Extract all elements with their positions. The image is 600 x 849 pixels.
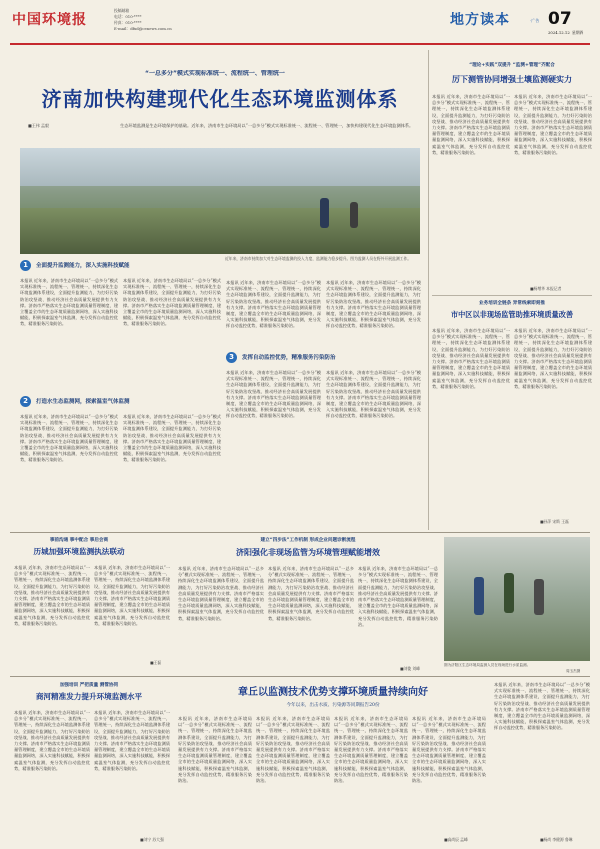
middle-left-headline: 历城加强环境监测执法联动 xyxy=(33,547,125,556)
bottom-center-headline: 章丘以监测技术优势支撑环境质量持续向好 xyxy=(238,687,428,698)
middle-right-column-b: 本报讯 近年来，济南市生态环境局以“一总多分”模式实现标准统一、流程统一、管理统一，持续深化生态环境监测体系建设，全面提升监测能力，为打好污染防治攻坚战、推动经济社会高质量发展提供有力支撑。济南市严格落实生态环境监测质量管理制度，建立覆盖全市的生态环境质量监测网络，深入实施科技赋能，积极探索温室气体监测，充分发挥自动监控优势，精准服务污染防治。 xyxy=(268,566,354,621)
subsection-number: 2 xyxy=(20,396,31,407)
right-top-headline: 厉下测管协同增强土壤监测硬实力 xyxy=(452,75,572,84)
subsection-title: 打造水生态监测网，探索温室气体监测 xyxy=(36,399,130,405)
main-photo-caption: 近年来，济南市持续加大对生态环境监测的投入力度，监测能力稳步提升。图为监测人员在野外开展监测工作。 xyxy=(225,256,412,261)
bottom-center-sub: 今年以来，出击水质、污染源等同期报告20份 xyxy=(286,703,380,708)
newspaper-logo: 中国环境报 xyxy=(12,12,87,28)
photo-person xyxy=(474,577,484,615)
middle-left-column-a: 本报讯 近年来，济南市生态环境局以“一总多分”模式实现标准统一、流程统一、管理统一，持续深化生态环境监测体系建设，全面提升监测能力，为打好污染防治攻坚战、推动经济社会高质量发展提供有力支撑。济南市严格落实生态环境监测质量管理制度，建立覆盖全市的生态环境质量监测网络，深入实施科技赋能，积极探索温室气体监测，充分发挥自动监控优势，精准服务污染防治。 xyxy=(14,565,90,626)
photo-field xyxy=(20,208,420,254)
main-photo xyxy=(20,148,420,254)
subsection-1-heading xyxy=(20,260,220,272)
subsection-number: 1 xyxy=(20,260,31,271)
middle-right-headline: 济阳强化非现场监管为环境管理赋能增效 xyxy=(236,548,380,557)
main-column-1a: 本报讯 近年来，济南市生态环境局以“一总多分”模式实现标准统一、流程统一、管理统一，持续深化生态环境监测体系建设，全面提升监测能力，为打好污染防治攻坚战、推动经济社会高质量发展提供有力支撑。济南市严格落实生态环境监测质量管理制度，建立覆盖全市的生态环境质量监测网络，深入实施科技赋能，积极探索温室气体监测，充分发挥自动监控优势，精准服务污染防治。 xyxy=(20,278,118,327)
bottom-right-column: 本报讯 近年来，济南市生态环境局以“一总多分”模式实现标准统一、流程统一、管理统一，持续深化生态环境监测体系建设，全面提升监测能力，为打好污染防治攻坚战、推动经济社会高质量发展提供有力支撑。济南市严格落实生态环境监测质量管理制度，建立覆盖全市的生态环境质量监测网络，深入实施科技赋能，积极探索温室气体监测，充分发挥自动监控优势，精准服务污染防治。 xyxy=(494,682,590,731)
right-box-headline: 市中区以非现场监管助推环境质量改善 xyxy=(450,310,574,319)
bottom-center-byline: ■高尚辰 孟峰 xyxy=(444,837,468,842)
subsection-2-heading xyxy=(20,396,220,408)
right-box-column-a: 本报讯 近年来，济南市生态环境局以“一总多分”模式实现标准统一、流程统一、管理统一，持续深化生态环境监测体系建设，全面提升监测能力，为打好污染防治攻坚战、推动经济社会高质量发展提供有力支撑。济南市严格落实生态环境监测质量管理制度，建立覆盖全市的生态环境质量监测网络，深入实施科技赋能，积极探索温室气体监测，充分发挥自动监控优势，精准服务污染防治。 xyxy=(432,328,510,389)
bottom-left-headline: 商河精准发力提升环境监测水平 xyxy=(35,692,143,701)
bottom-center-column-b: 本报讯 近年来，济南市生态环境局以“一总多分”模式实现标准统一、流程统一、管理统一，持续深化生态环境监测体系建设，全面提升监测能力，为打好污染防治攻坚战、推动经济社会高质量发展提供有力支撑。济南市严格落实生态环境监测质量管理制度，建立覆盖全市的生态环境质量监测网络，深入实施科技赋能，积极探索温室气体监测，充分发挥自动监控优势，精准服务污染防治。 xyxy=(256,716,330,784)
middle-right-column-c: 本报讯 近年来，济南市生态环境局以“一总多分”模式实现标准统一、流程统一、管理统一，持续深化生态环境监测体系建设，全面提升监测能力，为打好污染防治攻坚战、推动经济社会高质量发展提供有力支撑。济南市严格落实生态环境监测质量管理制度，建立覆盖全市的生态环境质量监测网络，深入实施科技赋能，积极探索温室气体监测，充分发挥自动监控优势，精准服务污染防治。 xyxy=(358,566,438,627)
photo-person xyxy=(534,579,544,615)
middle-photo-credit: 周玉杰摄 xyxy=(566,669,581,673)
bottom-left-column-a: 本报讯 近年来，济南市生态环境局以“一总多分”模式实现标准统一、流程统一、管理统一，持续深化生态环境监测体系建设，全面提升监测能力，为打好污染防治攻坚战、推动经济社会高质量发展提供有力支撑。济南市严格落实生态环境监测质量管理制度，建立覆盖全市的生态环境质量监测网络，深入实施科技赋能，积极探索温室气体监测，充分发挥自动监控优势，精准服务污染防治。 xyxy=(14,710,90,771)
main-column-2b: 本报讯 近年来，济南市生态环境局以“一总多分”模式实现标准统一、流程统一、管理统一，持续深化生态环境监测体系建设，全面提升监测能力，为打好污染防治攻坚战、推动经济社会高质量发展提供有力支撑。济南市严格落实生态环境监测质量管理制度，建立覆盖全市的生态环境质量监测网络，深入实施科技赋能，积极探索温室气体监测，充分发挥自动监控优势，精准服务污染防治。 xyxy=(123,414,221,463)
middle-photo-caption: 图为济阳区生态环境局监测人员在现场进行水质监测。 xyxy=(444,663,531,667)
middle-right-column-a: 本报讯 近年来，济南市生态环境局以“一总多分”模式实现标准统一、流程统一、管理统一，持续深化生态环境监测体系建设，全面提升监测能力，为打好污染防治攻坚战、推动经济社会高质量发展提供有力支撑。济南市严格落实生态环境监测质量管理制度，建立覆盖全市的生态环境质量监测网络，深入实施科技赋能，积极探索温室气体监测，充分发挥自动监控优势，精准服务污染防治。 xyxy=(178,566,264,621)
main-lead: 生态环境监测是生态环境保护的基础。近年来，济南市生态环境局以“一总多分”模式实现标准统一、流程统一、管理统一，加快构建现代化生态环境监测体系。 xyxy=(120,123,414,128)
bottom-center-column-a: 本报讯 近年来，济南市生态环境局以“一总多分”模式实现标准统一、流程统一、管理统一，持续深化生态环境监测体系建设，全面提升监测能力，为打好污染防治攻坚战、推动经济社会高质量发展提供有力支撑。济南市严格落实生态环境监测质量管理制度，建立覆盖全市的生态环境质量监测网络，深入实施科技赋能，积极探索温室气体监测，充分发挥自动监控优势，精准服务污染防治。 xyxy=(178,716,252,784)
bottom-rule xyxy=(10,676,590,677)
bottom-right-byline: ■杨尚 李健源 鲁琳 xyxy=(540,837,573,842)
middle-left-column-b: 本报讯 近年来，济南市生态环境局以“一总多分”模式实现标准统一、流程统一、管理统一，持续深化生态环境监测体系建设，全面提升监测能力，为打好污染防治攻坚战、推动经济社会高质量发展提供有力支撑。济南市严格落实生态环境监测质量管理制度，建立覆盖全市的生态环境质量监测网络，深入实施科技赋能，积极探索温室气体监测，充分发挥自动监控优势，精准服务污染防治。 xyxy=(94,565,170,626)
photo-person xyxy=(504,573,514,613)
right-top-byline: ■杨增华 本报记者 xyxy=(530,286,562,291)
masthead-rule xyxy=(10,43,590,45)
page-number: 07 xyxy=(548,9,572,29)
main-column-3a: 本报讯 近年来，济南市生态环境局以“一总多分”模式实现标准统一、流程统一、管理统一，持续深化生态环境监测体系建设，全面提升监测能力，为打好污染防治攻坚战、推动经济社会高质量发展提供有力支撑。济南市严格落实生态环境监测质量管理制度，建立覆盖全市的生态环境质量监测网络，深入实施科技赋能，积极探索温室气体监测，充分发挥自动监控优势，精准服务污染防治。 xyxy=(226,280,321,329)
right-top-kicker: “理论+实践”双提升 “监测+管理”齐配合 xyxy=(469,63,555,68)
section-title: 地方读本 xyxy=(450,12,510,28)
subsection-title: 发挥自动监控优势，精准服务污染防治 xyxy=(242,355,336,361)
right-box-kicker: 业务培训全链条 异常线索即刻推 xyxy=(479,301,545,306)
section-sub: ·广告 xyxy=(530,18,540,23)
main-headline: 济南加快构建现代化生态环境监测体系 xyxy=(41,87,399,111)
right-box-column-b: 本报讯 近年来，济南市生态环境局以“一总多分”模式实现标准统一、流程统一、管理统一，持续深化生态环境监测体系建设，全面提升监测能力，为打好污染防治攻坚战、推动经济社会高质量发展提供有力支撑。济南市严格落实生态环境监测质量管理制度，建立覆盖全市的生态环境质量监测网络，深入实施科技赋能，积极探索温室气体监测，充分发挥自动监控优势，精准服务污染防治。 xyxy=(514,328,592,389)
photo-sky xyxy=(20,148,420,186)
main-column-4b: 本报讯 近年来，济南市生态环境局以“一总多分”模式实现标准统一、流程统一、管理统一，持续深化生态环境监测体系建设，全面提升监测能力，为打好污染防治攻坚战、推动经济社会高质量发展提供有力支撑。济南市严格落实生态环境监测质量管理制度，建立覆盖全市的生态环境质量监测网络，深入实施科技赋能，积极探索温室气体监测，充分发挥自动监控优势，精准服务污染防治。 xyxy=(326,370,421,419)
middle-right-kicker: 建立“四步法”工作机制 形成企业问题诊断流程 xyxy=(260,538,356,543)
middle-rule xyxy=(10,532,590,533)
right-box-byline: ■孙萍 宋斯 王磊 xyxy=(540,519,569,524)
middle-photo xyxy=(444,537,590,661)
main-byline: ■王伟 孟毅 xyxy=(28,123,50,128)
right-column-divider xyxy=(428,50,429,530)
bottom-center-column-c: 本报讯 近年来，济南市生态环境局以“一总多分”模式实现标准统一、流程统一、管理统一，持续深化生态环境监测体系建设，全面提升监测能力，为打好污染防治攻坚战、推动经济社会高质量发展提供有力支撑。济南市严格落实生态环境监测质量管理制度，建立覆盖全市的生态环境质量监测网络，深入实施科技赋能，积极探索温室气体监测，充分发挥自动监控优势，精准服务污染防治。 xyxy=(334,716,408,784)
right-box-rule xyxy=(432,295,592,296)
middle-right-byline: ■刘俊 刘峰 xyxy=(400,666,420,671)
middle-left-kicker: 事前沟通 事中配合 事后会商 xyxy=(49,538,109,543)
main-column-1b: 本报讯 近年来，济南市生态环境局以“一总多分”模式实现标准统一、流程统一、管理统一，持续深化生态环境监测体系建设，全面提升监测能力，为打好污染防治攻坚战、推动经济社会高质量发展提供有力支撑。济南市严格落实生态环境监测质量管理制度，建立覆盖全市的生态环境质量监测网络，深入实施科技赋能，积极探索温室气体监测，充分发挥自动监控优势，精准服务污染防治。 xyxy=(123,278,221,327)
subsection-3-heading xyxy=(226,352,426,364)
main-column-2a: 本报讯 近年来，济南市生态环境局以“一总多分”模式实现标准统一、流程统一、管理统一，持续深化生态环境监测体系建设，全面提升监测能力，为打好污染防治攻坚战、推动经济社会高质量发展提供有力支撑。济南市严格落实生态环境监测质量管理制度，建立覆盖全市的生态环境质量监测网络，深入实施科技赋能，积极探索温室气体监测，充分发挥自动监控优势，精准服务污染防治。 xyxy=(20,414,118,463)
main-column-3b: 本报讯 近年来，济南市生态环境局以“一总多分”模式实现标准统一、流程统一、管理统一，持续深化生态环境监测体系建设，全面提升监测能力，为打好污染防治攻坚战、推动经济社会高质量发展提供有力支撑。济南市严格落实生态环境监测质量管理制度，建立覆盖全市的生态环境质量监测网络，深入实施科技赋能，积极探索温室气体监测，充分发挥自动监控优势，精准服务污染防治。 xyxy=(326,280,421,329)
subsection-title: 全面提升监测能力，深入实施科技赋能 xyxy=(36,263,130,269)
subsection-number: 3 xyxy=(226,352,237,363)
right-top-column-b: 本报讯 近年来，济南市生态环境局以“一总多分”模式实现标准统一、流程统一、管理统一，持续深化生态环境监测体系建设，全面提升监测能力，为打好污染防治攻坚战、推动经济社会高质量发展提供有力支撑。济南市严格落实生态环境监测质量管理制度，建立覆盖全市的生态环境质量监测网络，深入实施科技赋能，积极探索温室气体监测，充分发挥自动监控优势，精准服务污染防治。 xyxy=(514,94,592,155)
main-column-4a: 本报讯 近年来，济南市生态环境局以“一总多分”模式实现标准统一、流程统一、管理统一，持续深化生态环境监测体系建设，全面提升监测能力，为打好污染防治攻坚战、推动经济社会高质量发展提供有力支撑。济南市严格落实生态环境监测质量管理制度，建立覆盖全市的生态环境质量监测网络，深入实施科技赋能，积极探索温室气体监测，充分发挥自动监控优势，精准服务污染防治。 xyxy=(226,370,321,419)
middle-left-byline: ■王磊 xyxy=(150,660,162,665)
bottom-left-byline: ■刘宁 苏大强 xyxy=(140,837,164,842)
issue-date: 2024.12.12 xyxy=(548,30,570,35)
issue-weekday: 星期四 xyxy=(572,30,584,35)
main-kicker: “一总多分”模式实现标准统一、流程统一、管理统一 xyxy=(145,70,285,77)
bottom-left-column-b: 本报讯 近年来，济南市生态环境局以“一总多分”模式实现标准统一、流程统一、管理统一，持续深化生态环境监测体系建设，全面提升监测能力，为打好污染防治攻坚战、推动经济社会高质量发展提供有力支撑。济南市严格落实生态环境监测质量管理制度，建立覆盖全市的生态环境质量监测网络，深入实施科技赋能，积极探索温室气体监测，充分发挥自动监控优势，精准服务污染防治。 xyxy=(94,710,170,771)
bottom-left-kicker: 加强培训 严把质量 测管协同 xyxy=(59,683,119,688)
masthead xyxy=(10,6,590,42)
bottom-center-column-d: 本报讯 近年来，济南市生态环境局以“一总多分”模式实现标准统一、流程统一、管理统一，持续深化生态环境监测体系建设，全面提升监测能力，为打好污染防治攻坚战、推动经济社会高质量发展提供有力支撑。济南市严格落实生态环境监测质量管理制度，建立覆盖全市的生态环境质量监测网络，深入实施科技赋能，积极探索温室气体监测，充分发挥自动监控优势，精准服务污染防治。 xyxy=(412,716,486,784)
photo-person xyxy=(320,198,329,228)
masthead-contact: 投稿邮箱 电话：010-**** 传真：010-**** E-mail：dfxd@cenews.com.cn xyxy=(114,8,172,31)
photo-person xyxy=(350,202,358,228)
right-top-column-a: 本报讯 近年来，济南市生态环境局以“一总多分”模式实现标准统一、流程统一、管理统一，持续深化生态环境监测体系建设，全面提升监测能力，为打好污染防治攻坚战、推动经济社会高质量发展提供有力支撑。济南市严格落实生态环境监测质量管理制度，建立覆盖全市的生态环境质量监测网络，深入实施科技赋能，积极探索温室气体监测，充分发挥自动监控优势，精准服务污染防治。 xyxy=(432,94,510,155)
